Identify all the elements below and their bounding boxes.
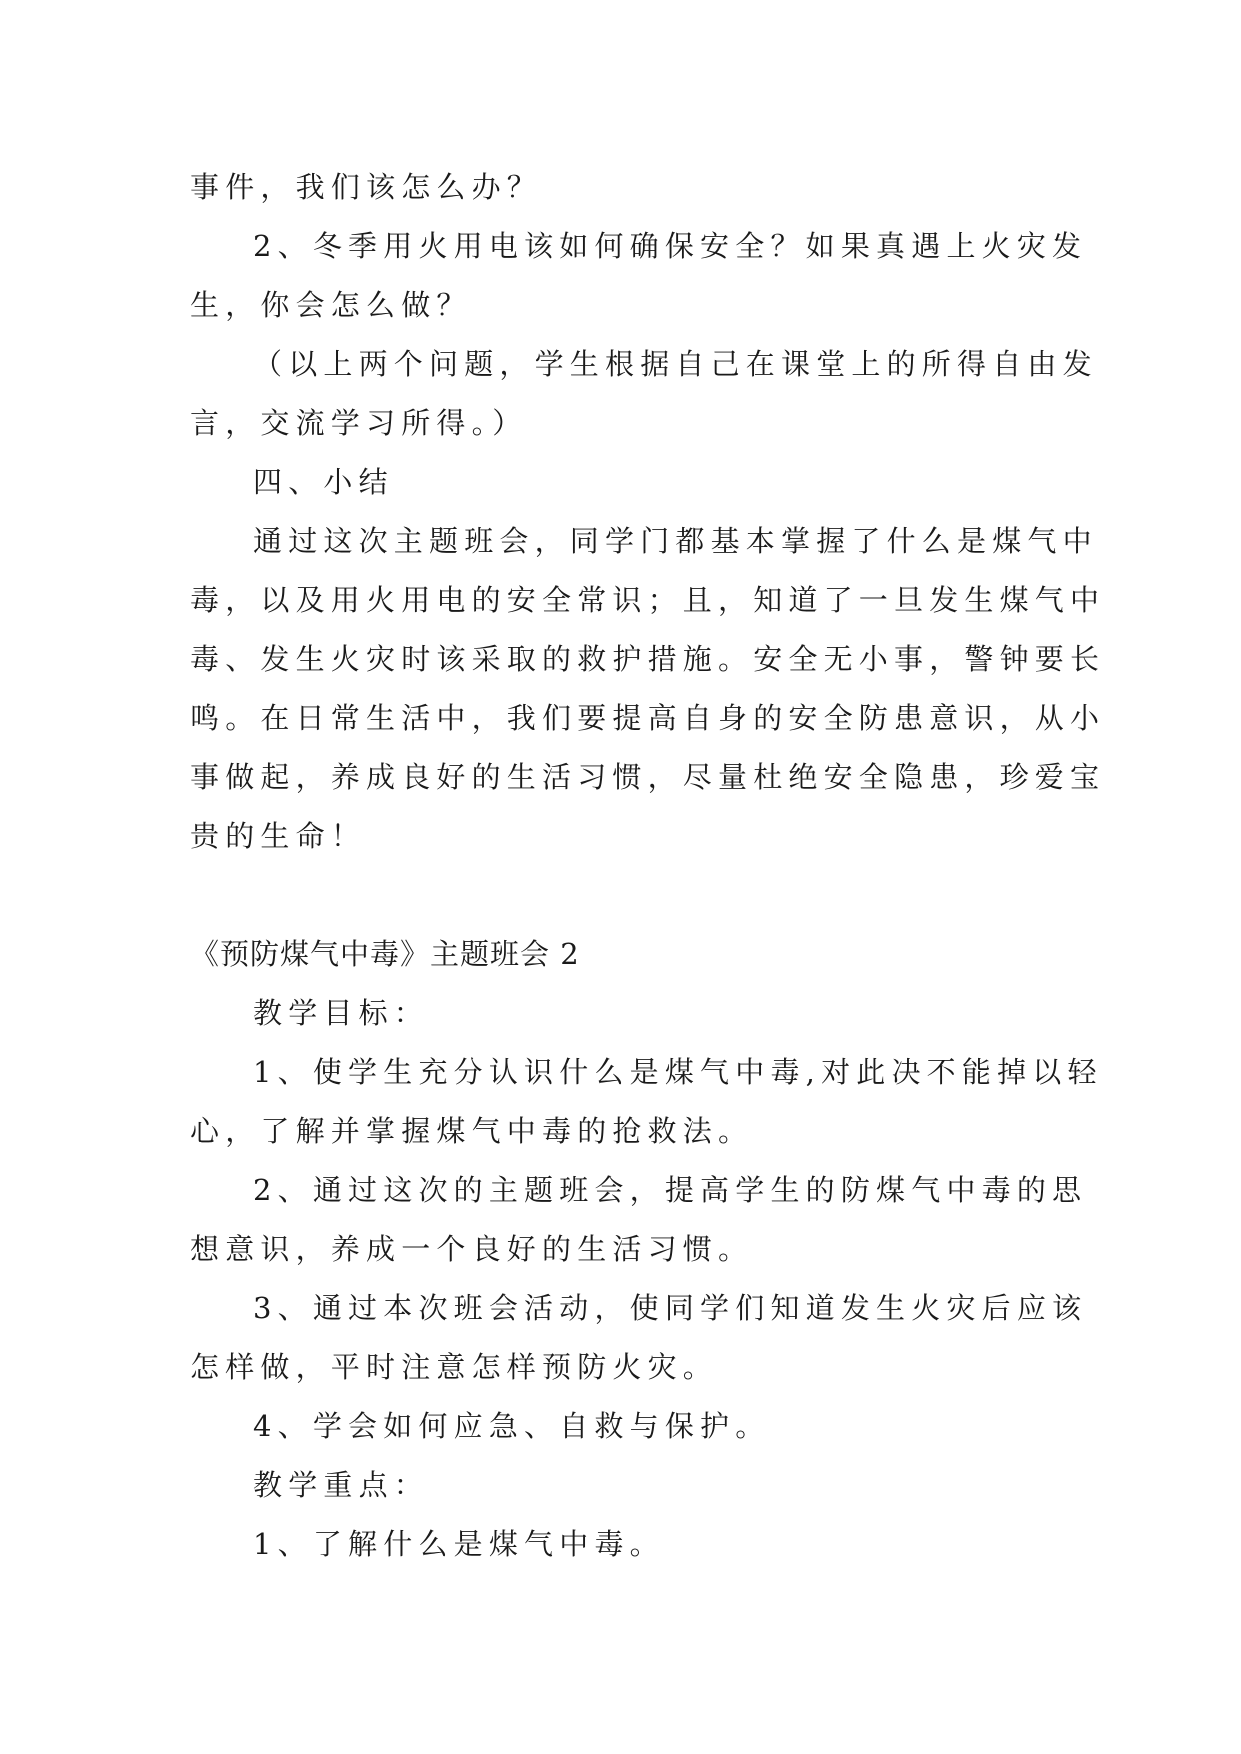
note-line: （以上两个问题，学生根据自己在课堂上的所得自由发 (253, 347, 1098, 381)
summary-line: 通过这次主题班会，同学门都基本掌握了什么是煤气中 (253, 524, 1098, 558)
goal-line: 4、学会如何应急、自救与保护。 (253, 1409, 771, 1443)
summary-line: 贵的生命！ (190, 819, 367, 853)
question-2-line: 生，你会怎么做？ (190, 288, 472, 322)
goal-line: 1、使学生充分认识什么是煤气中毒,对此决不能掉以轻 (253, 1055, 1103, 1089)
section-spacer (190, 866, 1058, 925)
section-title: 《预防煤气中毒》主题班会 2 (190, 937, 580, 971)
goals-heading: 教学目标： (253, 996, 430, 1030)
focus-line: 1、了解什么是煤气中毒。 (253, 1527, 665, 1561)
document-page (190, 158, 1106, 1574)
goal-line: 怎样做，平时注意怎样预防火灾。 (190, 1350, 719, 1384)
summary-line: 事做起，养成良好的生活习惯，尽量杜绝安全隐患，珍爱宝 (190, 760, 1106, 794)
goal-line: 2、通过这次的主题班会，提高学生的防煤气中毒的思 (253, 1173, 1088, 1207)
goal-line: 想意识，养成一个良好的生活习惯。 (190, 1232, 754, 1266)
goal-line: 3、通过本次班会活动，使同学们知道发生火灾后应该 (253, 1291, 1088, 1325)
summary-heading: 四、小结 (253, 465, 394, 499)
note-line: 言，交流学习所得。） (190, 406, 528, 440)
question-2-line: 2、冬季用火用电该如何确保安全？如果真遇上火灾发 (253, 229, 1088, 263)
summary-line: 鸣。在日常生活中，我们要提高自身的安全防患意识，从小 (190, 701, 1106, 735)
focus-heading: 教学重点： (253, 1468, 430, 1502)
summary-line: 毒、发生火灾时该采取的救护措施。安全无小事，警钟要长 (190, 642, 1106, 676)
summary-line: 毒，以及用火用电的安全常识；且，知道了一旦发生煤气中 (190, 583, 1106, 617)
goal-line: 心，了解并掌握煤气中毒的抢救法。 (190, 1114, 754, 1148)
paragraph-line: 事件，我们该怎么办？ (190, 170, 543, 204)
